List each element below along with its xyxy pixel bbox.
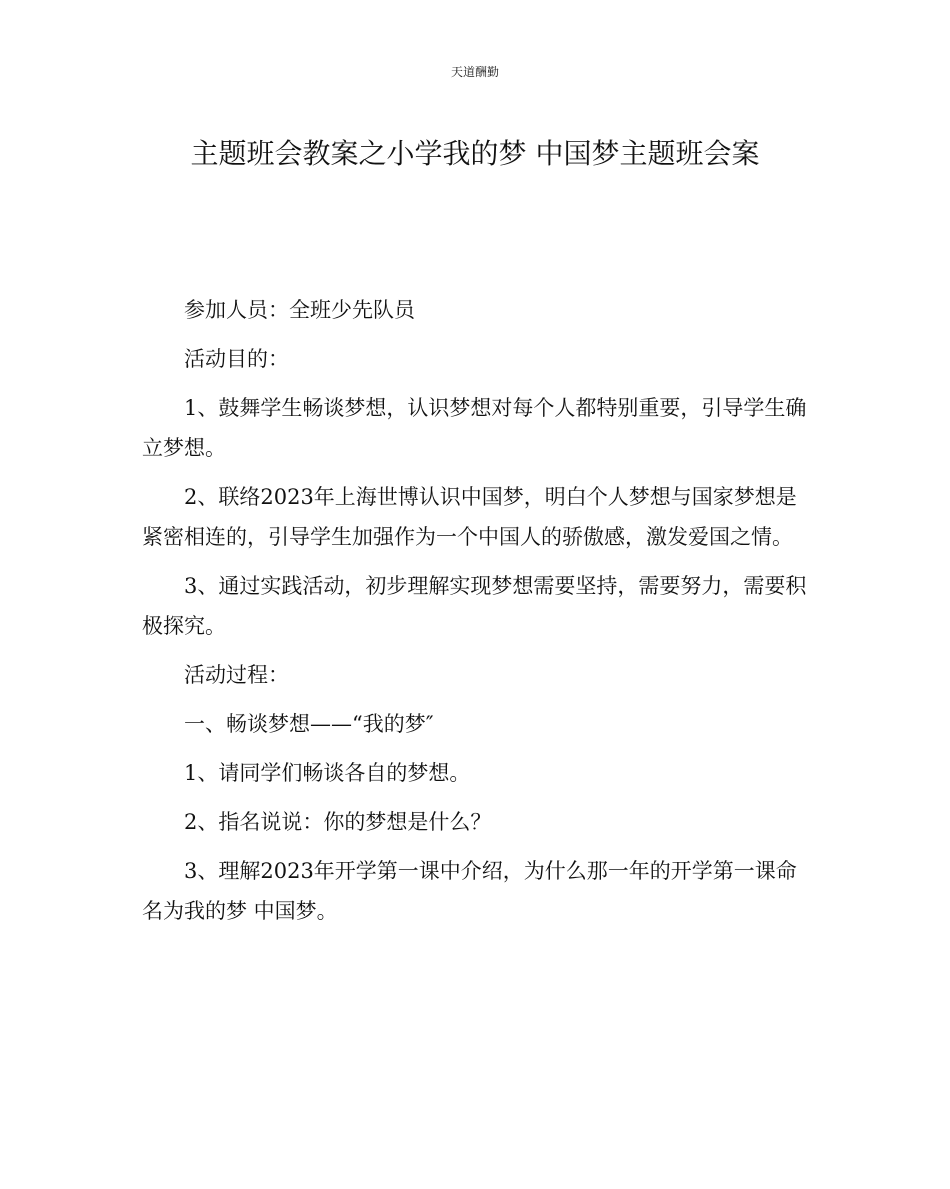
paragraph-objectives-heading: 活动目的： — [184, 347, 289, 371]
paragraph-step-3: 3、理解2023年开学第一课中介绍，为什么那一年的开学第一课命名为我的梦 中国梦。 — [142, 859, 797, 923]
paragraph-section-1-heading: 一、畅谈梦想——“我的梦″ — [184, 712, 434, 736]
page-header: 天道酬勤 — [450, 65, 499, 79]
paragraph-objective-3: 3、通过实践活动，初步理解实现梦想需要坚持，需要努力，需要积极探究。 — [142, 574, 807, 638]
paragraph-objective-2: 2、联络2023年上海世博认识中国梦，明白个人梦想与国家梦想是紧密相连的，引导学生加强作为一个中国人的骄傲感，激发爱国之情。 — [142, 485, 797, 549]
document-title: 主题班会教案之小学我的梦 中国梦主题班会案 — [190, 137, 760, 170]
paragraph-step-1: 1、请同学们畅谈各自的梦想。 — [184, 761, 471, 785]
paragraph-process-heading: 活动过程： — [184, 663, 289, 687]
paragraph-participants: 参加人员：全班少先队员 — [184, 298, 415, 322]
document-body — [142, 290, 810, 940]
paragraph-step-2: 2、指名说说：你的梦想是什么？ — [184, 810, 492, 834]
paragraph-objective-1: 1、鼓舞学生畅谈梦想，认识梦想对每个人都特别重要，引导学生确立梦想。 — [142, 396, 807, 460]
